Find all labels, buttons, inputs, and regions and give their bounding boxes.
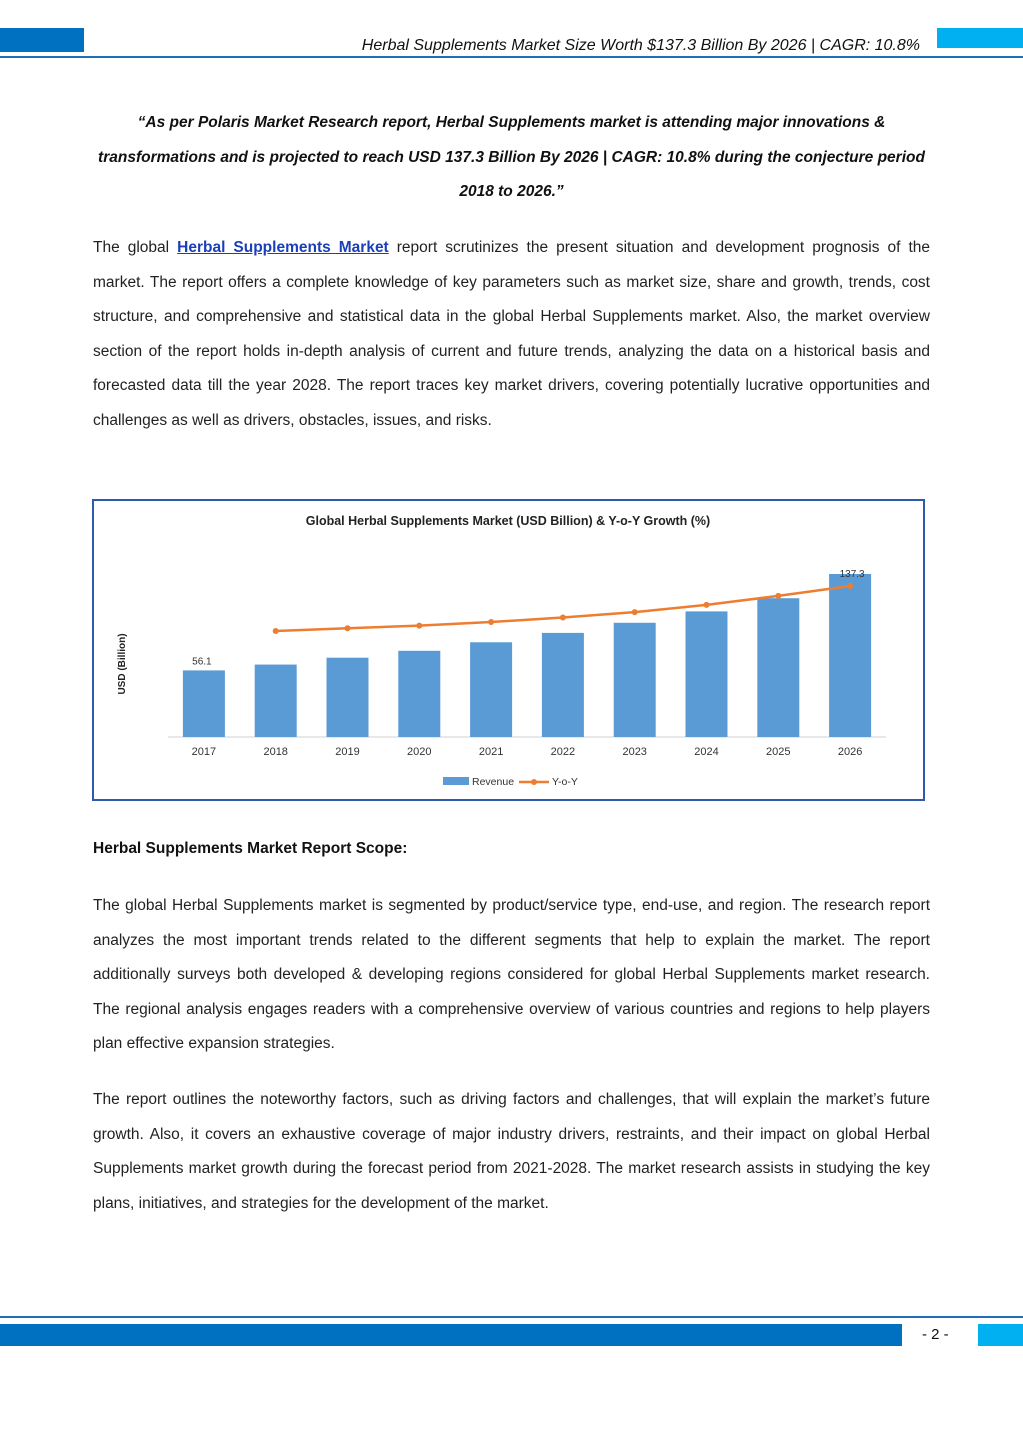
revenue-bar-2020 — [398, 651, 440, 737]
x-tick-2017: 2017 — [191, 746, 217, 758]
chart-y-axis-label: USD (Billion) — [117, 633, 128, 695]
revenue-bar-2024 — [686, 611, 728, 737]
footer-accent-left — [0, 1324, 902, 1346]
footer-accent-right — [978, 1324, 1023, 1346]
yoy-point-2023 — [632, 609, 638, 615]
revenue-bar-2017 — [183, 670, 225, 737]
chart-title: Global Herbal Supplements Market (USD Billion) & Y-o-Y Growth (%) — [305, 514, 711, 528]
data-label-2017: 56.1 — [192, 656, 212, 668]
page-number: - 2 - — [922, 1326, 949, 1343]
x-tick-2025: 2025 — [766, 746, 791, 758]
yoy-point-2019 — [345, 625, 351, 631]
x-tick-2021: 2021 — [478, 746, 504, 758]
x-tick-2020: 2020 — [407, 746, 432, 758]
revenue-bar-2025 — [757, 598, 799, 737]
legend-yoy-marker — [531, 779, 537, 785]
yoy-point-2018 — [273, 628, 279, 634]
revenue-bar-2021 — [470, 642, 512, 737]
x-tick-2024: 2024 — [694, 746, 719, 758]
intro-lead: The global — [93, 239, 178, 256]
intro-paragraph — [93, 231, 930, 439]
footer-rule — [0, 1316, 1023, 1318]
legend-revenue-swatch — [443, 777, 469, 785]
x-tick-2023: 2023 — [622, 746, 647, 758]
x-tick-2019: 2019 — [335, 746, 360, 758]
page-header-title: Herbal Supplements Market Size Worth $137.3 Billion By 2026 | CAGR: 10.8% — [361, 37, 920, 54]
outline-paragraph: The report outlines the noteworthy factors, such as driving factors and challenges, that will explain the market’s future growth. Also, it covers an exhaustive coverage of major industry drivers, restraints, and their impact on global Herbal Supplements market growth during the forecast period from 2021-2028. The market research assists in studying the key plans, initiatives, and strategies for the development of the market. — [93, 1091, 930, 1212]
yoy-point-2021 — [488, 619, 494, 625]
x-tick-2026: 2026 — [837, 746, 863, 758]
scope-paragraph: The global Herbal Supplements market is segmented by product/service type, end-use, and region. The research report analyzes the most important trends related to the different segments that help to explain the market. The report additionally surveys both developed & developing regions considered for global Herbal Supplements market research. The regional analysis engages readers with a comprehensive overview of various countries and regions to help players plan effective expansion strategies. — [93, 897, 930, 1053]
yoy-point-2024 — [704, 602, 710, 608]
revenue-bar-2022 — [542, 633, 584, 737]
header-accent-right — [937, 28, 1023, 48]
revenue-bar-2019 — [327, 658, 369, 737]
x-tick-2022: 2022 — [550, 746, 576, 758]
yoy-point-2022 — [560, 615, 566, 621]
revenue-bar-2018 — [255, 665, 297, 737]
yoy-point-2026 — [847, 583, 853, 589]
yoy-point-2025 — [775, 593, 781, 599]
intro-quote: “As per Polaris Market Research report, Herbal Supplements market is attending major innovations & transformations and is projected to reach USD 137.3 Billion By 2026 | CAGR: 10.8% during the conjecture period 2018 to 2026.” — [98, 114, 925, 200]
herbal-supplements-market-link[interactable]: Herbal Supplements Market — [177, 239, 389, 256]
header-rule — [0, 56, 1023, 58]
market-chart — [92, 499, 925, 801]
chart-canvas — [94, 501, 923, 799]
legend-revenue-label: Revenue — [472, 776, 515, 788]
revenue-bar-2026 — [829, 574, 871, 737]
revenue-bar-2023 — [614, 623, 656, 737]
data-label-2026: 137.3 — [839, 569, 865, 580]
legend-yoy-label: Y-o-Y — [552, 776, 578, 788]
yoy-point-2020 — [416, 623, 422, 629]
x-tick-2018: 2018 — [263, 746, 288, 758]
intro-rest: report scrutinizes the present situation and development prognosis of the market. The report offers a complete knowledge of key parameters such as market size, share and growth, trends, cost structure, and comprehensive and statistical data in the global Herbal Supplements market. Also, the market overview section of the report holds in-depth analysis of current and future trends, analyzing the data on a historical basis and forecasted data till the year 2028. The report traces key market drivers, covering potentially lucrative opportunities and challenges as well as drivers, obstacles, issues, and risks. — [93, 239, 930, 429]
scope-heading: Herbal Supplements Market Report Scope: — [93, 840, 408, 857]
